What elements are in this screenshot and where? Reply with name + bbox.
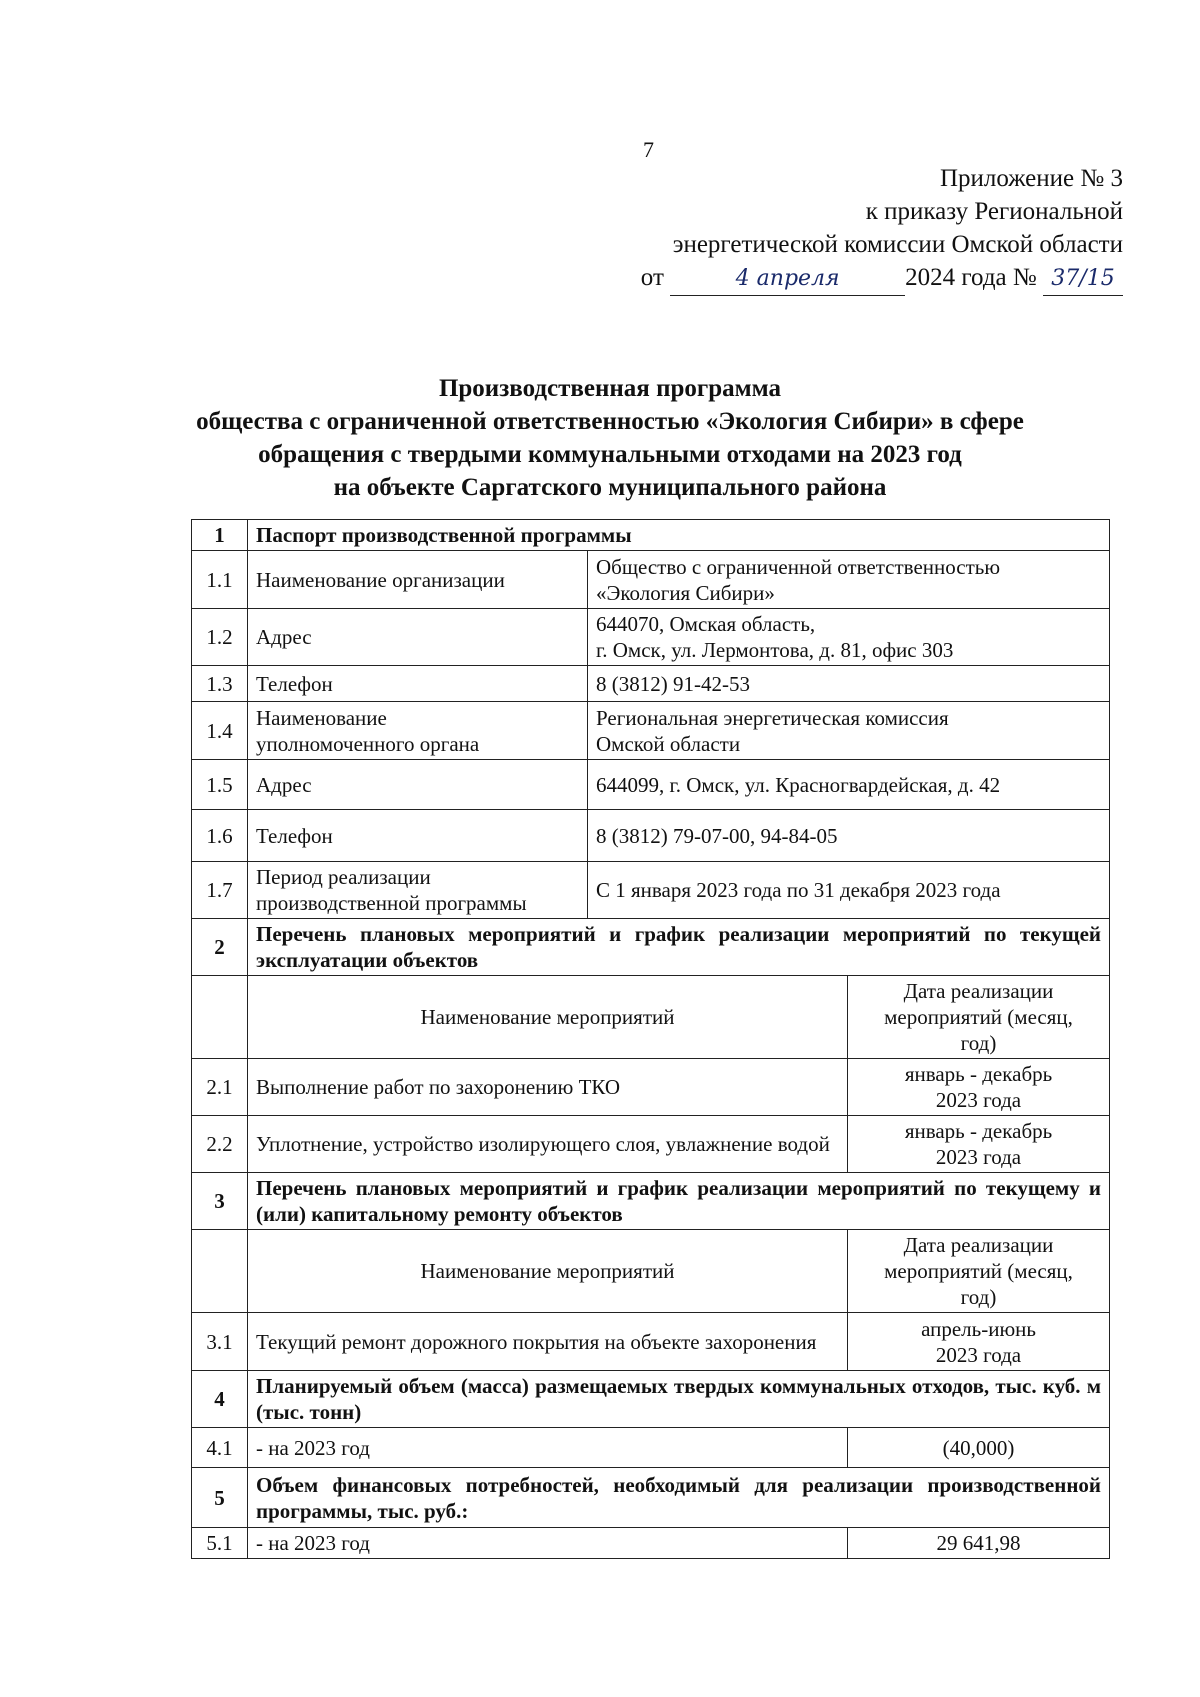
row-value: С 1 января 2023 года по 31 декабря 2023 года	[588, 862, 1110, 919]
row-value: 644099, г. Омск, ул. Красногвардейская, д. 42	[588, 760, 1110, 810]
date-line-2: 2023 года	[935, 1145, 1022, 1169]
table-row	[192, 760, 1110, 810]
activity-name: Уплотнение, устройство изолирующего слоя, увлажнение водой	[248, 1116, 848, 1173]
value-line-1: Общество с ограниченной ответственностью	[596, 554, 1001, 579]
table-row	[192, 702, 1110, 760]
table-row	[192, 810, 1110, 862]
header-line-2: мероприятий (месяц,	[884, 1259, 1073, 1283]
row-label	[248, 862, 588, 919]
label-line-2: уполномоченного органа	[256, 731, 480, 756]
program-table	[191, 519, 1110, 1559]
row-value	[588, 609, 1110, 666]
header-line-2: мероприятий (месяц,	[884, 1005, 1073, 1029]
section-number: 2	[192, 919, 248, 976]
row-label	[248, 702, 588, 760]
row-number: 3.1	[192, 1313, 248, 1371]
row-label: Адрес	[248, 609, 588, 666]
header-line-3: год)	[960, 1285, 997, 1309]
table-row	[192, 551, 1110, 609]
table-row	[192, 1428, 1110, 1468]
column-header-row	[192, 976, 1110, 1059]
table-row	[192, 1116, 1110, 1173]
section-2-row	[192, 919, 1110, 976]
activity-date	[848, 1313, 1110, 1371]
appendix-line-2: к приказу Региональной	[865, 198, 1123, 225]
title-line-1: Производственная программа	[438, 375, 782, 402]
handwritten-number: 37/15	[1043, 262, 1123, 296]
section-title: Паспорт производственной программы	[248, 520, 1110, 551]
volume-value: (40,000)	[848, 1428, 1110, 1468]
row-value: 8 (3812) 91-42-53	[588, 666, 1110, 702]
row-label: Адрес	[248, 760, 588, 810]
row-label: Телефон	[248, 810, 588, 862]
activity-name: Выполнение работ по захоронению ТКО	[248, 1059, 848, 1116]
handwritten-date: 4 апреля	[670, 262, 905, 296]
activity-date	[848, 1059, 1110, 1116]
row-label: Наименование организации	[248, 551, 588, 609]
empty-cell	[192, 1230, 248, 1313]
section-4-row	[192, 1371, 1110, 1428]
section-1-row	[192, 520, 1110, 551]
row-number: 1.1	[192, 551, 248, 609]
header-line-1: Дата реализации	[903, 979, 1054, 1003]
row-number: 1.2	[192, 609, 248, 666]
column-header-date	[848, 976, 1110, 1059]
title-line-3: обращения с твердыми коммунальными отходами на 2023 год	[258, 441, 962, 468]
value-line-1: 644070, Омская область,	[596, 612, 816, 636]
row-number: 5.1	[192, 1528, 248, 1559]
date-line-1: апрель-июнь	[921, 1316, 1036, 1341]
row-value	[588, 551, 1110, 609]
section-number: 3	[192, 1173, 248, 1230]
from-prefix: от	[640, 264, 664, 291]
column-header-name: Наименование мероприятий	[248, 1230, 848, 1313]
table-row	[192, 1313, 1110, 1371]
section-number: 4	[192, 1371, 248, 1428]
table-row	[192, 1528, 1110, 1559]
appendix-line-1: Приложение № 3	[939, 165, 1123, 192]
year-text: 2024 года №	[905, 264, 1037, 291]
activity-name: Текущий ремонт дорожного покрытия на объекте захоронения	[248, 1313, 848, 1371]
finance-value: 29 641,98	[848, 1528, 1110, 1559]
section-title: Объем финансовых потребностей, необходимый для реализации производственной программы, тыс. руб.:	[248, 1468, 1110, 1528]
date-line-2: 2023 года	[935, 1342, 1022, 1367]
empty-cell	[192, 976, 248, 1059]
section-number: 5	[192, 1468, 248, 1528]
row-number: 1.3	[192, 666, 248, 702]
value-line-2: «Экология Сибири»	[596, 580, 775, 605]
header-line-3: год)	[960, 1031, 997, 1055]
row-value: 8 (3812) 79-07-00, 94-84-05	[588, 810, 1110, 862]
year-label: - на 2023 год	[248, 1428, 848, 1468]
label-line-2: производственной программы	[256, 891, 527, 915]
header-line-1: Дата реализации	[903, 1233, 1054, 1257]
section-title: Перечень плановых мероприятий и график реализации мероприятий по текущей эксплуатации объектов	[248, 919, 1110, 976]
date-line-1: январь - декабрь	[904, 1062, 1053, 1086]
year-label: - на 2023 год	[248, 1528, 848, 1559]
row-value	[588, 702, 1110, 760]
row-number: 1.7	[192, 862, 248, 919]
date-line-1: январь - декабрь	[904, 1119, 1053, 1143]
activity-date	[848, 1116, 1110, 1173]
value-line-2: г. Омск, ул. Лермонтова, д. 81, офис 303	[596, 638, 954, 662]
section-3-row	[192, 1173, 1110, 1230]
appendix-header	[641, 162, 1123, 296]
section-5-row	[192, 1468, 1110, 1528]
title-line-2: общества с ограниченной ответственностью «Экология Сибири» в сфере	[196, 408, 1024, 435]
row-number: 1.6	[192, 810, 248, 862]
document-title	[150, 372, 1070, 504]
value-line-1: Региональная энергетическая комиссия	[596, 705, 949, 730]
appendix-line-4	[641, 261, 1123, 296]
table-row	[192, 666, 1110, 702]
row-number: 1.5	[192, 760, 248, 810]
label-line-1: Период реализации	[256, 865, 431, 889]
column-header-row	[192, 1230, 1110, 1313]
page-number: 7	[643, 137, 654, 162]
title-line-4: на объекте Саргатского муниципального района	[333, 474, 887, 501]
label-line-1: Наименование	[256, 705, 387, 730]
date-line-2: 2023 года	[935, 1088, 1022, 1112]
row-number: 4.1	[192, 1428, 248, 1468]
section-number: 1	[192, 520, 248, 551]
row-number: 2.1	[192, 1059, 248, 1116]
column-header-date	[848, 1230, 1110, 1313]
section-title: Перечень плановых мероприятий и график реализации мероприятий по текущему и (или) капитальному ремонту объектов	[248, 1173, 1110, 1230]
value-line-2: Омской области	[596, 731, 741, 756]
section-title: Планируемый объем (масса) размещаемых твердых коммунальных отходов, тыс. куб. м (тыс. тонн)	[248, 1371, 1110, 1428]
table-row	[192, 609, 1110, 666]
table-row	[192, 1059, 1110, 1116]
row-label: Телефон	[248, 666, 588, 702]
table-row	[192, 862, 1110, 919]
column-header-name: Наименование мероприятий	[248, 976, 848, 1059]
row-number: 2.2	[192, 1116, 248, 1173]
appendix-line-3: энергетической комиссии Омской области	[672, 231, 1123, 258]
row-number: 1.4	[192, 702, 248, 760]
